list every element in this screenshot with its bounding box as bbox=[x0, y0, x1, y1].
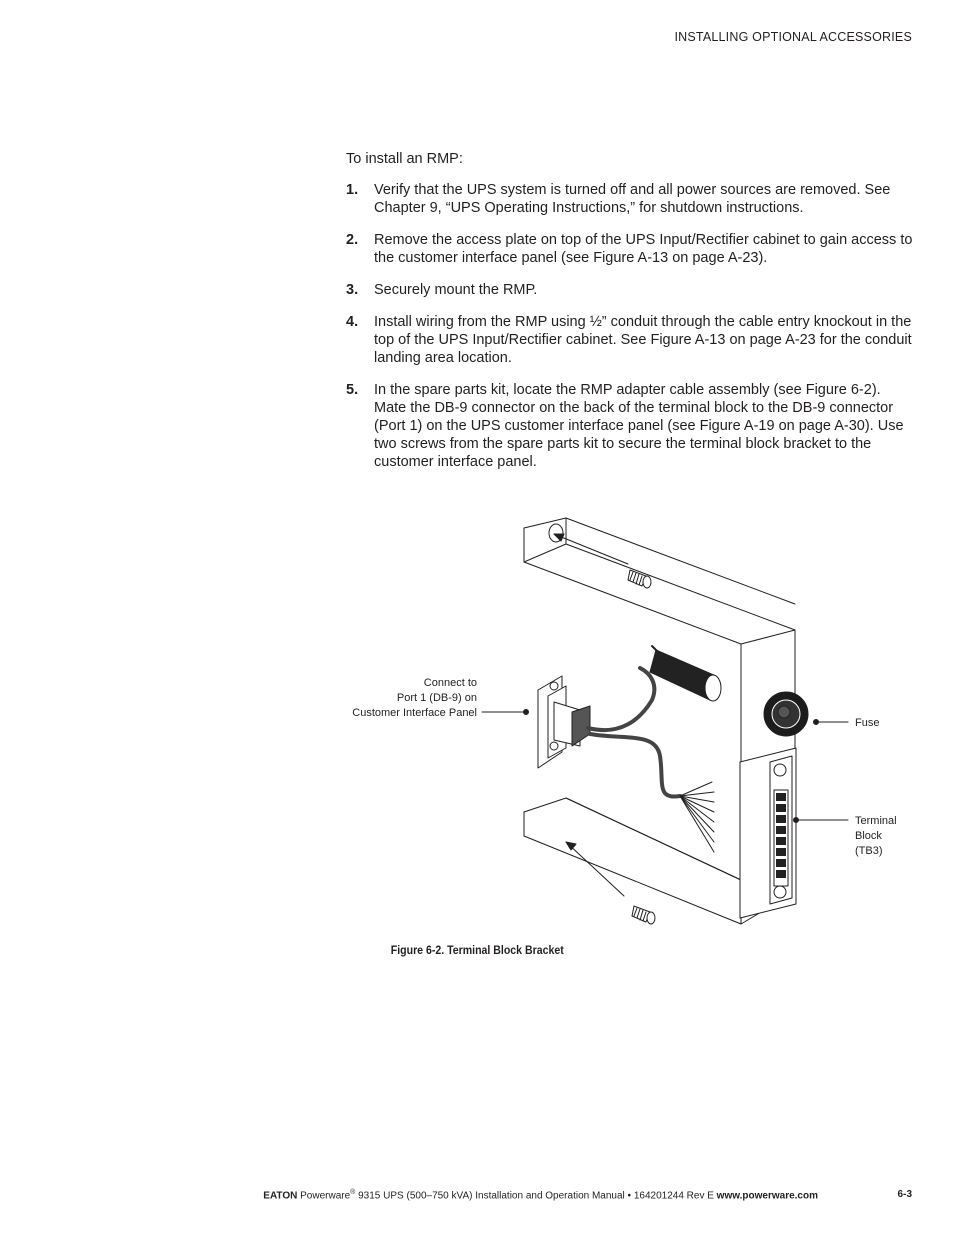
bottom-flange bbox=[524, 798, 741, 924]
callout-fuse: Fuse bbox=[855, 717, 880, 729]
running-header: INSTALLING OPTIONAL ACCESSORIES bbox=[674, 30, 912, 44]
intro-text: To install an RMP: bbox=[346, 151, 463, 167]
page-number: 6-3 bbox=[897, 1189, 912, 1200]
step-4: 4. Install wiring from the RMP using ½” conduit through the cable entry knockout in the top of the UPS Input/Rectifier cabinet. See Figure A-13 on page A-23 for the conduit landing area location. bbox=[346, 314, 912, 366]
terminal-block bbox=[740, 748, 796, 918]
db9-connector bbox=[538, 676, 590, 768]
terminal-block-bracket-figure bbox=[340, 500, 920, 960]
install-steps-list bbox=[346, 181, 916, 471]
terminal-wires bbox=[680, 782, 714, 852]
step-3: 3. Securely mount the RMP. bbox=[346, 282, 538, 298]
bracket-illustration bbox=[340, 500, 920, 960]
main-content bbox=[346, 150, 916, 485]
footer-manual-info: EATON Powerware® 9315 UPS (500–750 kVA) Installation and Operation Manual • 164201244 Rev E www.powerware.com bbox=[263, 1189, 818, 1202]
footer-website: www.powerware.com bbox=[716, 1190, 818, 1202]
top-flange bbox=[524, 518, 795, 644]
step-1: 1. Verify that the UPS system is turned off and all power sources are removed. See Chapter 9, “UPS Operating Instructions,” for shutdown instructions. bbox=[346, 182, 891, 216]
cable bbox=[588, 668, 680, 797]
screw-bottom bbox=[632, 906, 655, 924]
step-5: 5. In the spare parts kit, locate the RMP adapter cable assembly (see Figure 6-2). Mate the DB-9 connector on the back of the terminal block to the DB-9 connector (Port 1) on the UPS customer interface panel (see Figure A-19 on page A-30). Use two screws from the spare parts kit to secure the terminal block bracket to the customer interface panel. bbox=[346, 382, 904, 470]
screw-top bbox=[628, 570, 651, 588]
figure-caption: Figure 6-2. Terminal Block Bracket bbox=[390, 943, 564, 957]
callout-connect-port1: Connect to Port 1 (DB-9) on Customer Interface Panel bbox=[352, 677, 477, 719]
step-2: 2. Remove the access plate on top of the UPS Input/Rectifier cabinet to gain access to the customer interface panel (see Figure A-13 on page A-23). bbox=[346, 232, 913, 266]
callout-terminal-block: Terminal Block (TB3) bbox=[855, 815, 897, 857]
